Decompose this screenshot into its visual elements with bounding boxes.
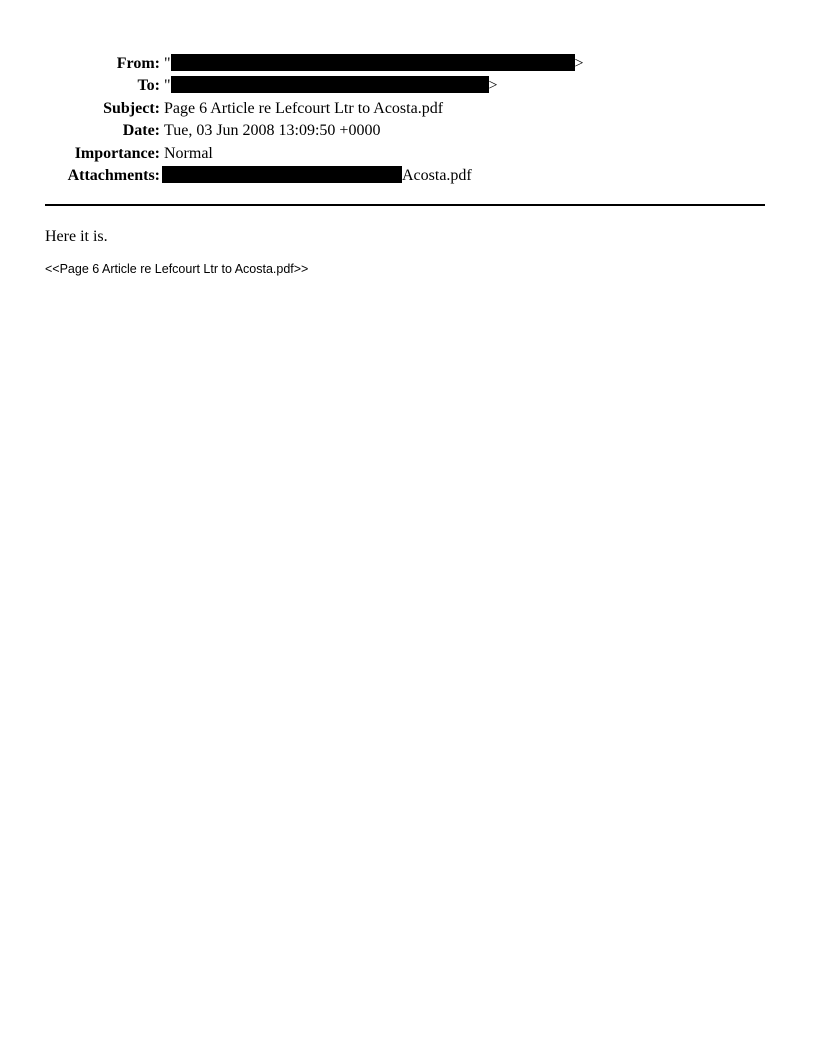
email-header (0, 53, 816, 187)
attachments-suffix: Acosta.pdf (402, 166, 472, 184)
attachments-redaction (162, 166, 402, 183)
from-redaction (171, 54, 575, 71)
importance-label: Importance: (74, 144, 160, 162)
subject-label: Subject: (103, 99, 160, 117)
to-row (0, 75, 816, 97)
attachments-value (162, 165, 472, 187)
from-value (164, 53, 584, 75)
message-body: Here it is. (45, 228, 108, 245)
from-suffix: > (574, 55, 584, 72)
date-value: Tue, 03 Jun 2008 13:09:50 +0000 (164, 122, 381, 140)
subject-value: Page 6 Article re Lefcourt Ltr to Acosta.pdf (164, 99, 444, 117)
to-label: To: (137, 77, 160, 95)
attachments-row (0, 165, 816, 187)
header-divider (45, 204, 765, 206)
to-suffix: > (488, 77, 498, 95)
importance-value: Normal (164, 144, 213, 162)
to-prefix: " (164, 77, 171, 95)
to-value (164, 75, 498, 97)
from-prefix: " (164, 55, 171, 72)
attachments-label: Attachments: (67, 166, 160, 184)
importance-row (0, 143, 816, 165)
date-label: Date: (122, 122, 160, 140)
attachment-reference: <<Page 6 Article re Lefcourt Ltr to Acosta.pdf>> (45, 262, 309, 276)
date-row (0, 120, 816, 142)
from-label: From: (116, 55, 160, 72)
from-row (0, 53, 816, 75)
to-redaction (171, 76, 489, 93)
subject-row (0, 98, 816, 120)
